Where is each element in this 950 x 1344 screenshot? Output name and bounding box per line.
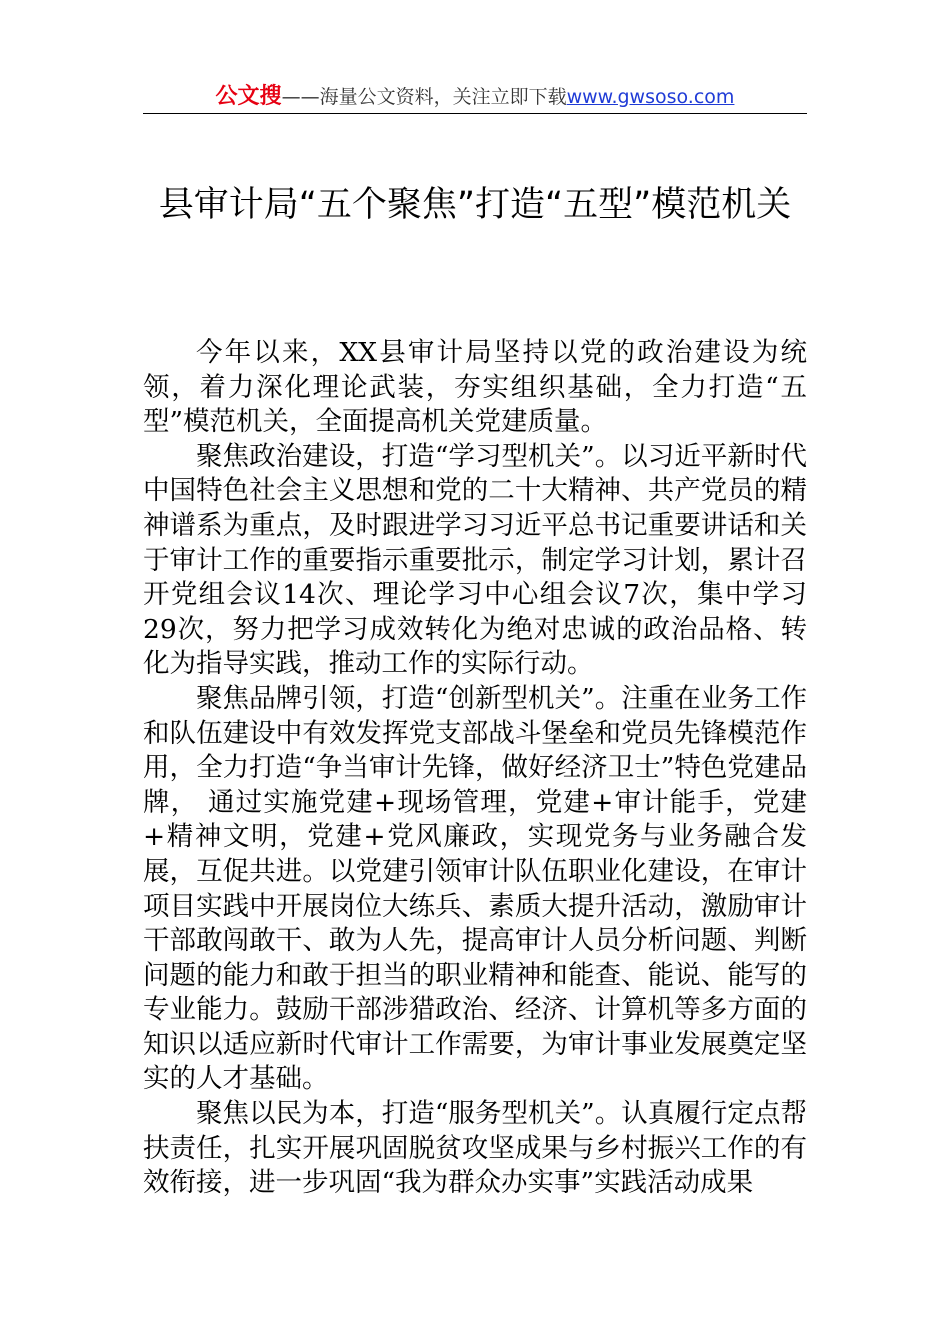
site-link[interactable]: www.gwsoso.com [566, 86, 735, 108]
header-divider [143, 113, 807, 114]
site-header [143, 82, 807, 112]
paragraph-innovation: 聚焦品牌引领，打造“创新型机关”。注重在业务工作和队伍建设中有效发挥党支部战斗堡垒和党员先锋模范作用，全力打造“争当审计先锋，做好经济卫士”特色党建品牌， 通过实施党建+现场管理，党建+审计能手，党建+精神文明，党建+党风廉政，实现党务与业务融合发展，互促共进。以党建引领审计队伍职业化建设，在审计项目实践中开展岗位大练兵、素质大提升活动，激励审计干部敢闯敢干、敢为人先，提高审计人员分析问题、判断问题的能力和敢于担当的职业精神和能查、能说、能写的专业能力。鼓励干部涉猎政治、经济、计算机等多方面的知识以适应新时代审计工作需要，为审计事业发展奠定坚实的人才基础。 [143, 682, 807, 1095]
document-body [143, 336, 807, 1201]
document-title: 县审计局“五个聚焦”打造“五型”模范机关 [158, 185, 792, 225]
brand-logo-text: 公文搜 [215, 84, 282, 109]
paragraph-intro: 今年以来，XX县审计局坚持以党的政治建设为统领，着力深化理论武装，夯实组织基础，全力打造“五型”模范机关，全面提高机关党建质量。 [143, 337, 807, 438]
paragraph-service: 聚焦以民为本，打造“服务型机关”。认真履行定点帮扶责任，扎实开展巩固脱贫攻坚成果与乡村振兴工作的有效衔接，进一步巩固“我为群众办实事”实践活动成果 [143, 1098, 807, 1199]
paragraph-learning: 聚焦政治建设，打造“学习型机关”。以习近平新时代中国特色社会主义思想和党的二十大精神、共产党员的精神谱系为重点，及时跟进学习习近平总书记重要讲话和关于审计工作的重要指示重要批示，制定学习计划，累计召开党组会议14次、理论学习中心组会议7次，集中学习29次，努力把学习成效转化为绝对忠诚的政治品格、转化为指导实践，推动工作的实际行动。 [143, 440, 807, 680]
header-tagline: ——海量公文资料，关注立即下载 [281, 86, 567, 108]
